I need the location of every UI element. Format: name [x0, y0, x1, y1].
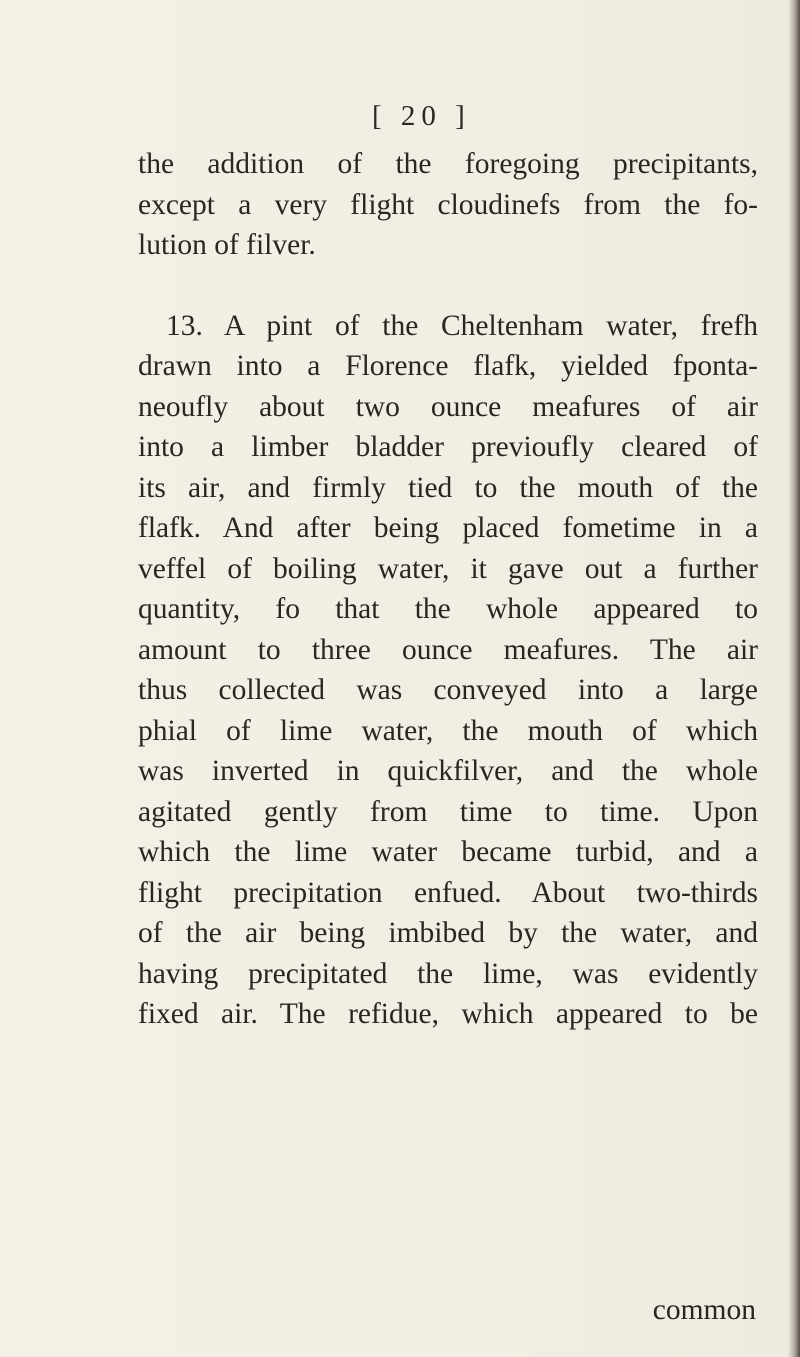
catchword: common	[652, 1294, 756, 1326]
text-line: drawn into a Florence flafk, yielded fponta-	[138, 350, 758, 382]
text-line: which the lime water became turbid, and a	[138, 836, 758, 868]
text-line: lution of filver.	[138, 229, 316, 261]
page-number: [ 20 ]	[372, 100, 471, 132]
text-line: having precipitated the lime, was evidently	[138, 957, 758, 990]
text-line: its air, and firmly tied to the mouth of the	[138, 471, 758, 504]
text-line: except a very flight cloudinefs from the fo-	[138, 188, 758, 221]
text-line: was inverted in quickfilver, and the whole	[138, 755, 758, 787]
text-line: flight precipitation enfued. About two-thirds	[138, 876, 758, 909]
text-line: quantity, fo that the whole appeared to	[138, 593, 758, 625]
text-line: thus collected was conveyed into a large	[138, 674, 758, 706]
text-line: into a limber bladder previoufly cleared of	[138, 431, 758, 463]
text-line: fixed air. The refidue, which appeared to be	[138, 998, 758, 1030]
text-line: amount to three ounce meafures. The air	[138, 633, 758, 666]
body-text	[138, 144, 758, 1035]
text-line: veffel of boiling water, it gave out a further	[138, 552, 758, 585]
paragraph-start-line: 13. A pint of the Cheltenham water, frefh	[166, 309, 758, 342]
text-line: the addition of the foregoing precipitants,	[138, 148, 758, 180]
text-line: flafk. And after being placed fometime in a	[138, 512, 758, 544]
text-line: phial of lime water, the mouth of which	[138, 714, 758, 747]
text-line: neoufly about two ounce meafures of air	[138, 390, 758, 423]
text-line: agitated gently from time to time. Upon	[138, 795, 758, 828]
page-edge	[788, 0, 800, 1357]
text-line: of the air being imbibed by the water, and	[138, 917, 758, 949]
